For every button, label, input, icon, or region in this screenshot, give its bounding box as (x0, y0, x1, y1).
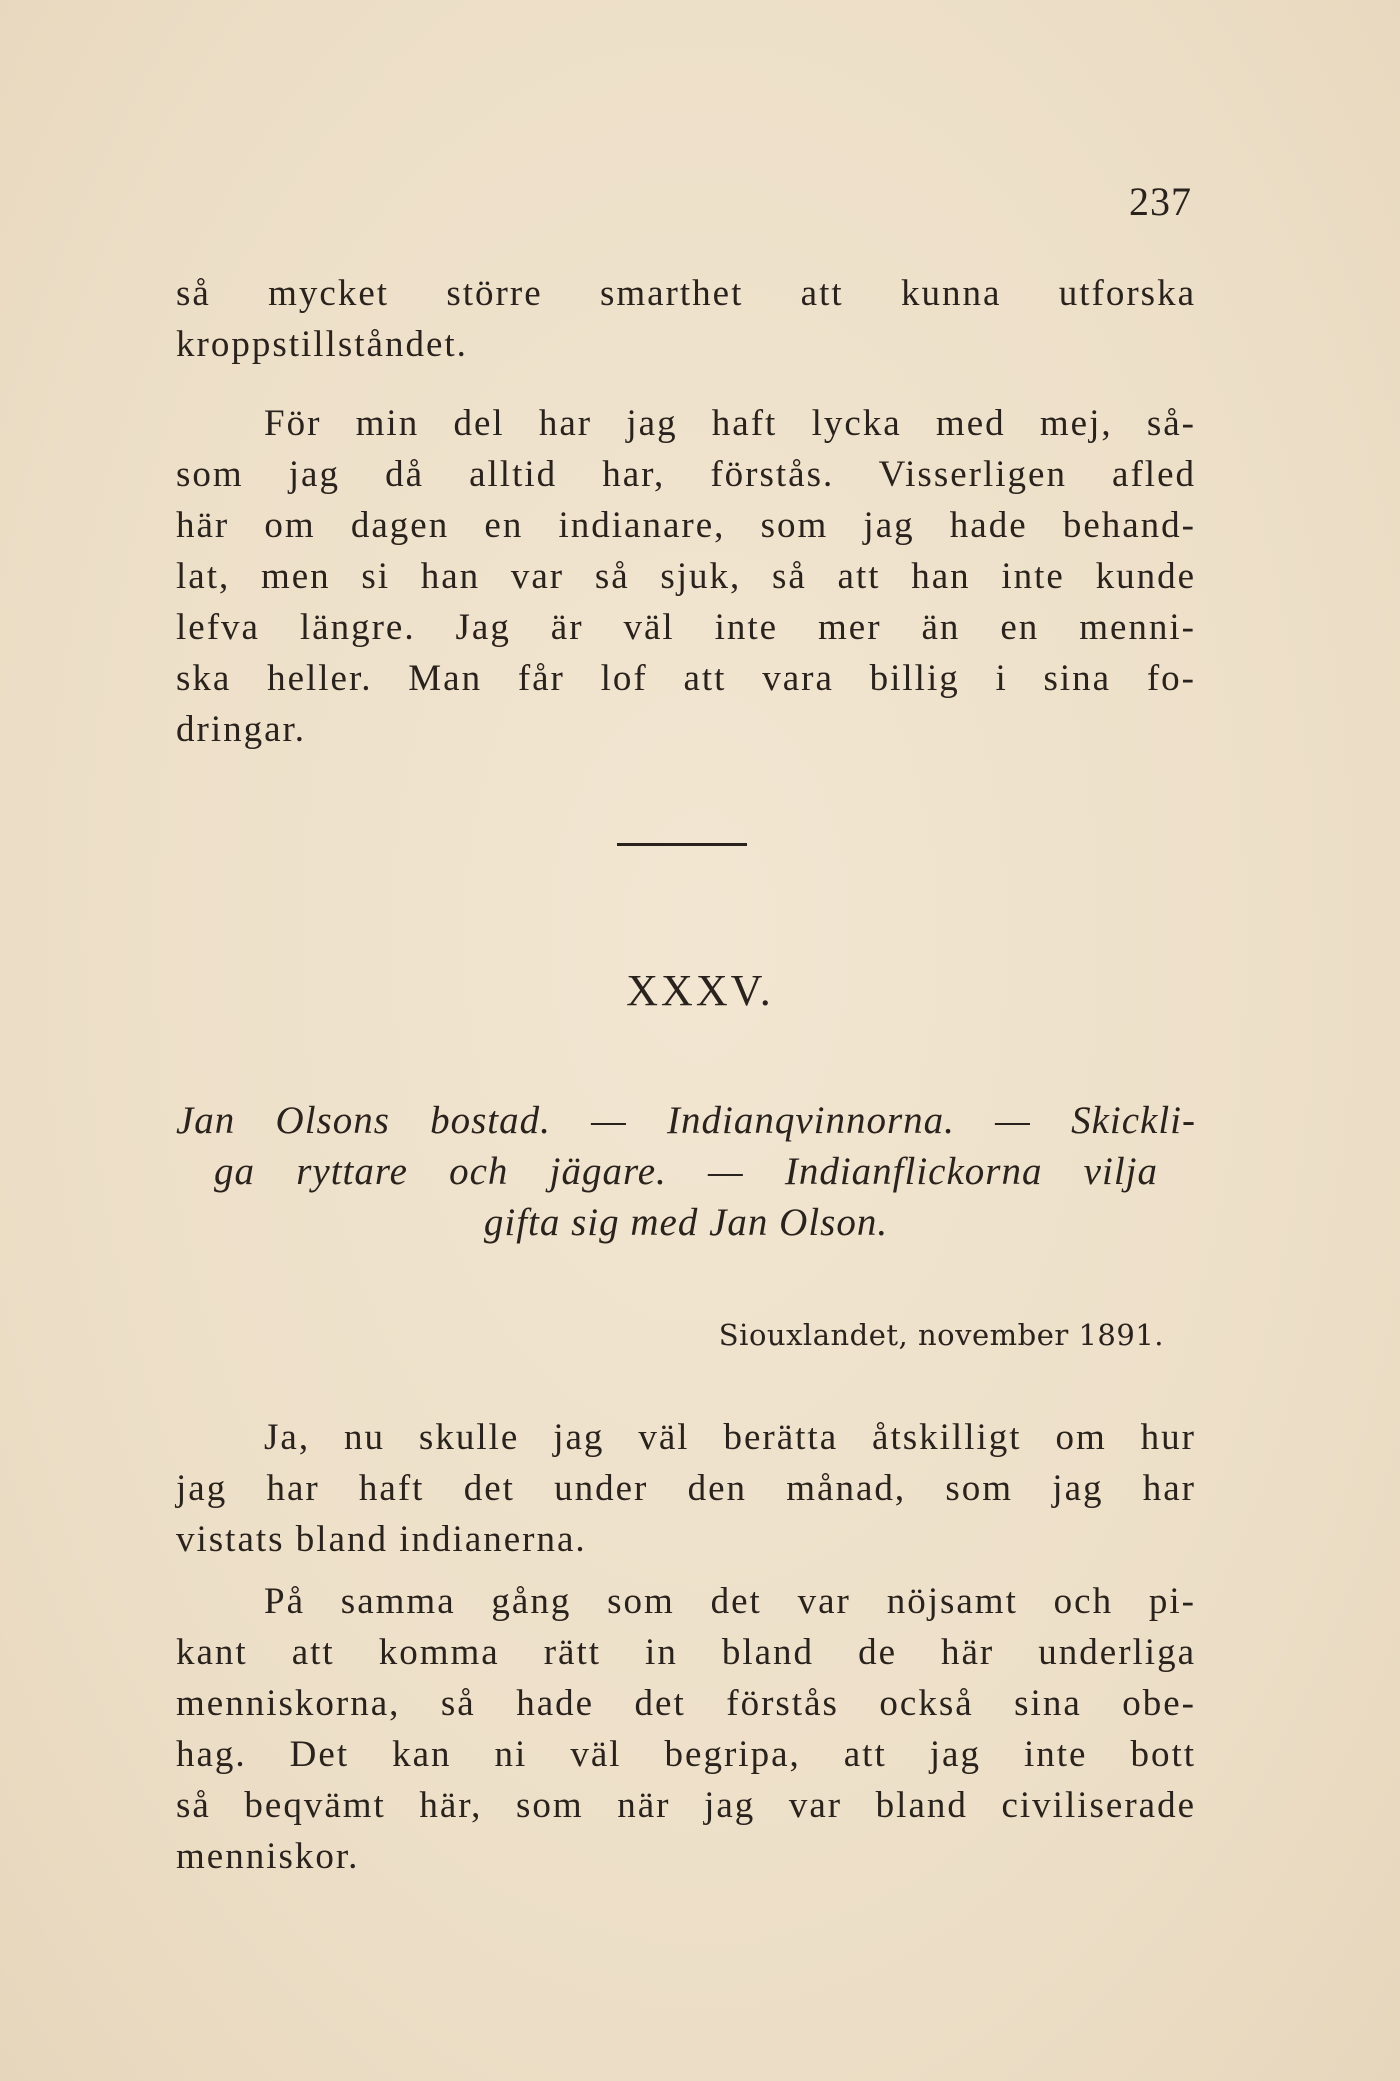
text-line: lat, men si han var så sjuk, så att han inte kunde (176, 556, 1196, 597)
text-line: dringar. (176, 709, 307, 750)
text-line: så beqvämt här, som när jag var bland civiliserade (176, 1785, 1196, 1826)
section-divider (617, 843, 747, 846)
text-line: För min del har jag haft lycka med mej, så- (264, 403, 1196, 444)
chapter-number: XXXV. (626, 966, 774, 1015)
summary-line: ga ryttare och jägare. — Indianflickorna vilja (214, 1150, 1158, 1193)
text-line: lefva längre. Jag är väl inte mer än en menni- (176, 607, 1196, 648)
paragraph (176, 1576, 1196, 1882)
dateline: Siouxlandet, november 1891. (718, 1318, 1164, 1352)
text-line: kant att komma rätt in bland de här underliga (176, 1632, 1196, 1673)
text-line: vistats bland indianerna. (176, 1519, 587, 1560)
text-line: så mycket större smarthet att kunna utforska (176, 273, 1196, 314)
page-number: 237 (1129, 179, 1192, 224)
text-line: ska heller. Man får lof att vara billig i sina fo- (176, 658, 1196, 699)
summary-line: gifta sig med Jan Olson. (483, 1201, 889, 1244)
text-line: hag. Det kan ni väl begripa, att jag inte bott (176, 1734, 1196, 1775)
text-line: Ja, nu skulle jag väl berätta åtskilligt om hur (264, 1417, 1196, 1458)
chapter-summary (176, 1095, 1196, 1248)
summary-line: Jan Olsons bostad. — Indianqvinnorna. — Skickli- (176, 1099, 1196, 1142)
text-line: menniskor. (176, 1836, 360, 1877)
paragraph (176, 398, 1196, 755)
paragraph (176, 1412, 1196, 1565)
text-line: här om dagen en indianare, som jag hade behand- (176, 505, 1196, 546)
continued-paragraph (176, 268, 1196, 370)
text-line: På samma gång som det var nöjsamt och pi- (264, 1581, 1196, 1622)
text-line: som jag då alltid har, förstås. Visserligen afled (176, 454, 1196, 495)
text-line: jag har haft det under den månad, som jag har (176, 1468, 1196, 1509)
text-line: kroppstillståndet. (176, 324, 468, 365)
text-line: menniskorna, så hade det förstås också sina obe- (176, 1683, 1196, 1724)
